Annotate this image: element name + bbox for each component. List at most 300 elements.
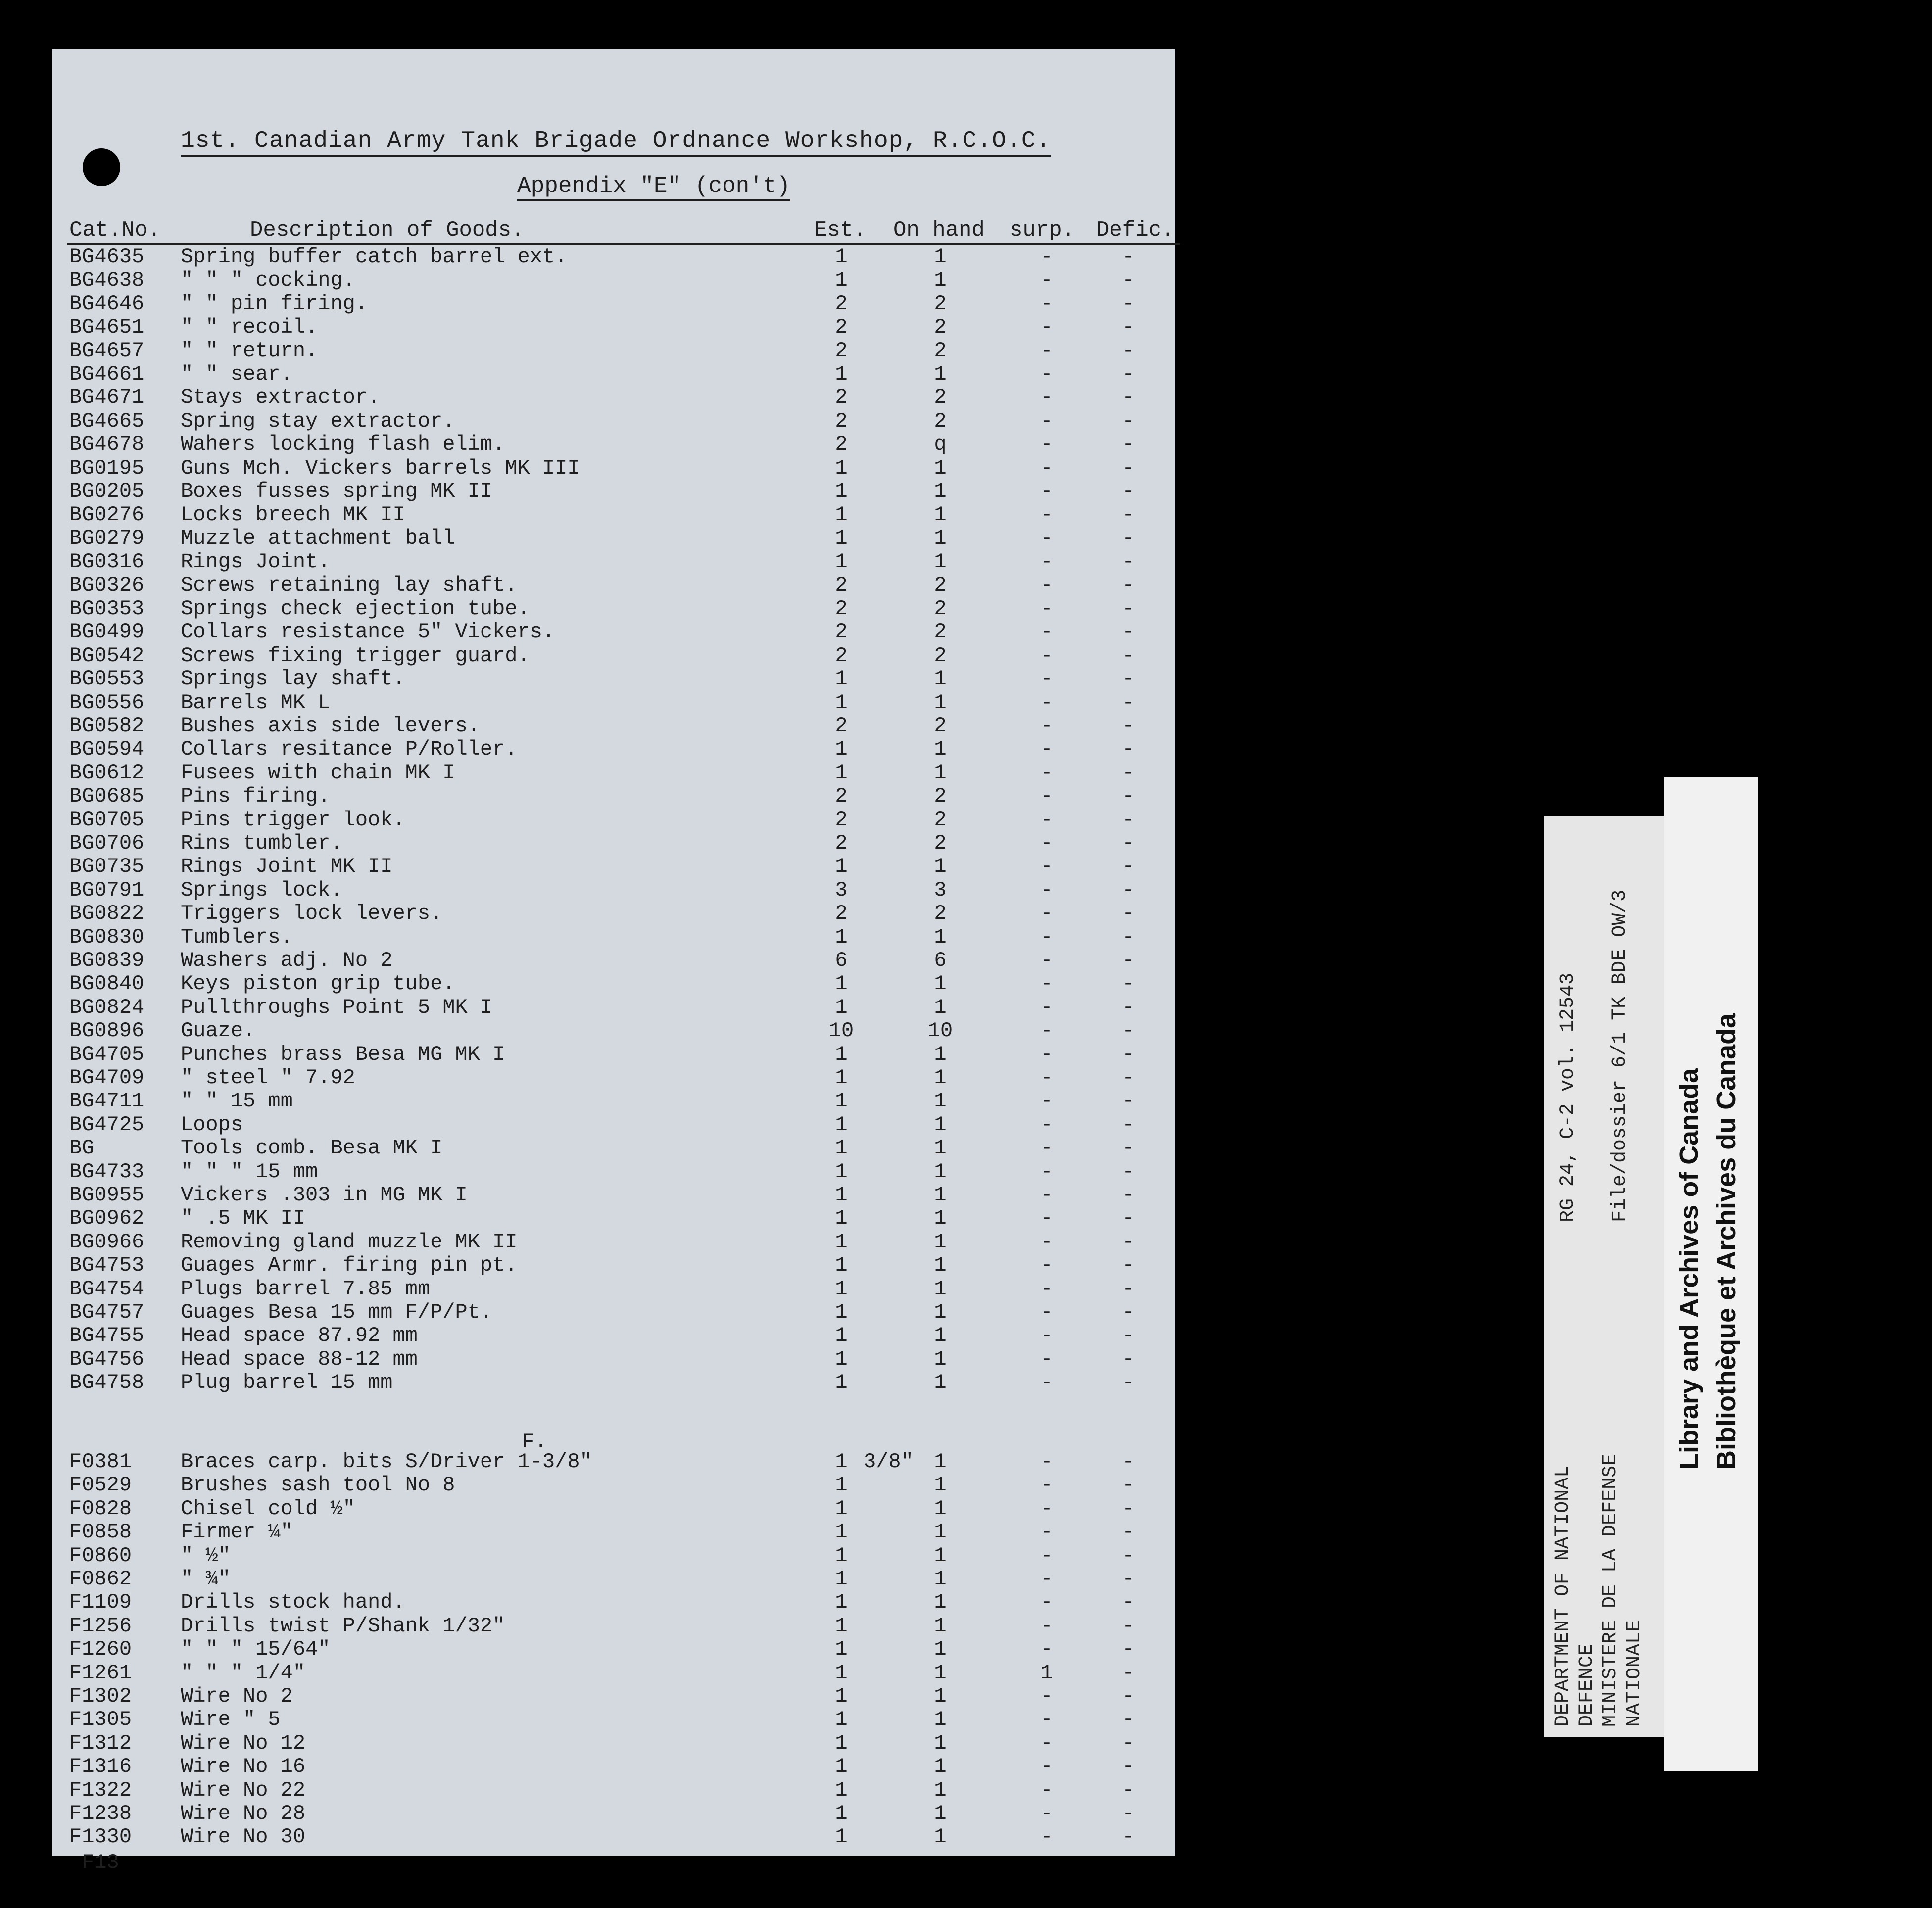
table-row xyxy=(52,1300,1175,1324)
est-cell: 2 xyxy=(835,597,848,620)
defic-cell: - xyxy=(1122,1778,1135,1802)
lac-french: Bibliothèque et Archives du Canada xyxy=(1711,1013,1741,1470)
on-hand-cell: 1 xyxy=(934,1042,947,1066)
est-cell: 1 xyxy=(835,479,848,503)
defic-cell: - xyxy=(1122,245,1135,269)
description-cell: Spring stay extractor. xyxy=(181,409,455,433)
surp-cell: - xyxy=(1040,1136,1053,1160)
defic-cell: - xyxy=(1122,761,1135,785)
table-row xyxy=(52,1450,1175,1474)
description-cell: Plugs barrel 7.85 mm xyxy=(181,1277,431,1301)
on-hand-cell: 1 xyxy=(934,456,947,480)
cat-no-cell: BG4635 xyxy=(69,245,145,269)
defic-cell: - xyxy=(1122,1825,1135,1849)
cat-no-cell: BG4733 xyxy=(69,1159,145,1184)
cat-no-cell: BG0896 xyxy=(69,1019,145,1043)
surp-cell: - xyxy=(1040,1324,1053,1348)
surp-cell: - xyxy=(1040,1543,1053,1568)
surp-cell: - xyxy=(1040,1112,1053,1137)
table-row xyxy=(52,714,1175,738)
surp-cell: - xyxy=(1040,667,1053,691)
defic-cell: - xyxy=(1122,1277,1135,1301)
on-hand-cell: 2 xyxy=(934,409,947,433)
on-hand-cell: 1 xyxy=(934,1661,947,1685)
table-row xyxy=(52,855,1175,878)
table-row xyxy=(52,1731,1175,1755)
table-row xyxy=(52,667,1175,691)
surp-cell: - xyxy=(1040,1825,1053,1849)
cat-no-cell: BG0839 xyxy=(69,949,145,972)
on-hand-cell: 1 xyxy=(934,245,947,269)
est-cell: 1 xyxy=(835,1755,848,1779)
cat-no-cell: BG0556 xyxy=(69,690,145,715)
est-cell: 1 xyxy=(835,1112,848,1137)
est-cell: 1 xyxy=(835,1089,848,1113)
cat-no-cell: BG4661 xyxy=(69,362,145,386)
defic-cell: - xyxy=(1122,526,1135,550)
description-cell: Muzzle attachment ball xyxy=(181,526,455,550)
description-cell: Braces carp. bits S/Driver 1-3/8" xyxy=(181,1450,592,1474)
est-cell: 2 xyxy=(835,338,848,363)
defic-cell: - xyxy=(1122,1371,1135,1395)
card-dept-line: NATIONALE xyxy=(1623,1620,1645,1727)
surp-cell: - xyxy=(1040,1637,1053,1662)
cat-no-cell: F0860 xyxy=(69,1543,132,1568)
est-cell: 2 xyxy=(835,409,848,433)
description-cell: Pullthroughs Point 5 MK I xyxy=(181,995,493,1019)
surp-cell: - xyxy=(1040,503,1053,527)
cat-no-cell: BG0316 xyxy=(69,550,145,574)
cat-no-cell: BG0499 xyxy=(69,620,145,644)
on-hand-cell: 1 xyxy=(934,503,947,527)
surp-cell: - xyxy=(1040,1590,1053,1615)
surp-cell: - xyxy=(1040,1802,1053,1825)
table-row xyxy=(52,597,1175,620)
est-cell: 2 xyxy=(835,714,848,738)
surp-cell: - xyxy=(1040,1042,1053,1066)
surp-cell: - xyxy=(1040,315,1053,339)
defic-cell: - xyxy=(1122,1731,1135,1755)
cat-no-cell: BG0962 xyxy=(69,1206,145,1231)
description-cell: " " " 1/4" xyxy=(181,1661,306,1685)
punch-hole xyxy=(83,148,120,186)
surp-cell: - xyxy=(1040,1230,1053,1254)
table-row xyxy=(52,245,1175,269)
table-row xyxy=(52,831,1175,855)
table-row xyxy=(52,808,1175,832)
defic-cell: - xyxy=(1122,855,1135,879)
cat-no-cell: BG0966 xyxy=(69,1230,145,1254)
cat-no-cell: BG0205 xyxy=(69,479,145,503)
defic-cell: - xyxy=(1122,1473,1135,1497)
defic-cell: - xyxy=(1122,291,1135,316)
description-cell: Springs lay shaft. xyxy=(181,667,405,691)
description-cell: Triggers lock levers. xyxy=(181,902,443,926)
header-cat-no: Cat.No. xyxy=(69,218,161,242)
table-row xyxy=(52,691,1175,715)
defic-cell: - xyxy=(1122,1637,1135,1662)
header-on-hand: On hand xyxy=(893,218,985,242)
description-cell: " steel " 7.92 xyxy=(181,1066,355,1090)
description-cell: Plug barrel 15 mm xyxy=(181,1371,393,1395)
cat-no-cell: F1305 xyxy=(69,1708,132,1732)
table-row xyxy=(52,1230,1175,1254)
table-row xyxy=(52,268,1175,292)
defic-cell: - xyxy=(1122,643,1135,668)
est-cell: 1 xyxy=(835,456,848,480)
est-cell: 2 xyxy=(835,573,848,597)
defic-cell: - xyxy=(1122,268,1135,292)
table-row xyxy=(52,550,1175,573)
defic-cell: - xyxy=(1122,1112,1135,1137)
defic-cell: - xyxy=(1122,1066,1135,1090)
description-cell: Collars resistance 5" Vickers. xyxy=(181,620,555,644)
surp-cell: - xyxy=(1040,1066,1053,1090)
defic-cell: - xyxy=(1122,456,1135,480)
cat-no-cell: F0529 xyxy=(69,1473,132,1497)
description-cell: Screws fixing trigger guard. xyxy=(181,643,530,668)
surp-cell: - xyxy=(1040,1019,1053,1043)
cat-no-cell: BG4665 xyxy=(69,409,145,433)
est-cell: 1 xyxy=(835,550,848,574)
defic-cell: - xyxy=(1122,479,1135,503)
table-row xyxy=(52,737,1175,761)
card-department-text xyxy=(1551,1454,1646,1727)
cat-no-cell: BG0705 xyxy=(69,808,145,832)
defic-cell: - xyxy=(1122,1183,1135,1207)
card-dept-line: DEPARTMENT OF NATIONAL xyxy=(1552,1465,1574,1727)
table-row xyxy=(52,949,1175,972)
on-hand-cell: 1 xyxy=(934,1277,947,1301)
table-row xyxy=(52,1825,1175,1849)
table-row xyxy=(52,1544,1175,1568)
description-cell: Springs lock. xyxy=(181,878,343,902)
est-cell: 1 xyxy=(835,1253,848,1278)
cat-no-cell: BG4709 xyxy=(69,1066,145,1090)
surp-cell: - xyxy=(1040,784,1053,809)
table-row xyxy=(52,409,1175,433)
table-row xyxy=(52,1661,1175,1685)
description-cell: Firmer ¼" xyxy=(181,1520,293,1544)
est-cell: 1 xyxy=(835,1825,848,1849)
description-cell: Pins trigger look. xyxy=(181,808,405,832)
surp-cell: - xyxy=(1040,1684,1053,1708)
est-cell: 1 xyxy=(835,925,848,949)
on-hand-cell: 1 xyxy=(934,1567,947,1591)
defic-cell: - xyxy=(1122,995,1135,1019)
on-hand-cell: 2 xyxy=(934,385,947,410)
est-cell: 1 xyxy=(835,1590,848,1615)
cat-no-cell: BG0955 xyxy=(69,1183,145,1207)
table-row xyxy=(52,1755,1175,1778)
on-hand-cell: 1 xyxy=(934,1159,947,1184)
defic-cell: - xyxy=(1122,385,1135,410)
table-row xyxy=(52,292,1175,316)
on-hand-cell: q xyxy=(934,432,947,457)
est-cell: 1 xyxy=(835,1637,848,1662)
cat-no-cell: BG4671 xyxy=(69,385,145,410)
on-hand-cell: 1 xyxy=(934,667,947,691)
cat-no-cell: BG4754 xyxy=(69,1277,145,1301)
est-cell: 1 xyxy=(835,1324,848,1348)
surp-cell: - xyxy=(1040,1206,1053,1231)
on-hand-cell: 2 xyxy=(934,597,947,620)
description-cell: Guages Armr. firing pin pt. xyxy=(181,1253,518,1278)
est-cell: 2 xyxy=(835,291,848,316)
cat-no-cell: F0862 xyxy=(69,1567,132,1591)
cat-no-cell: F0381 xyxy=(69,1450,132,1474)
cat-no-cell: BG0279 xyxy=(69,526,145,550)
table-row xyxy=(52,972,1175,996)
est-cell: 1 xyxy=(835,1159,848,1184)
est-cell: 1 xyxy=(835,1450,848,1474)
est-cell: 2 xyxy=(835,315,848,339)
surp-cell: - xyxy=(1040,831,1053,855)
est-cell: 1 xyxy=(835,268,848,292)
defic-cell: - xyxy=(1122,1042,1135,1066)
description-cell: Chisel cold ½" xyxy=(181,1496,355,1521)
lac-stamp-card xyxy=(1664,777,1758,1771)
description-cell: " " " 15/64" xyxy=(181,1637,331,1662)
est-cell: 1 xyxy=(835,1473,848,1497)
header-surp: surp. xyxy=(1010,218,1075,242)
surp-cell: - xyxy=(1040,855,1053,879)
on-hand-cell: 1 xyxy=(934,1183,947,1207)
table-row xyxy=(52,1684,1175,1708)
description-cell: Springs check ejection tube. xyxy=(181,597,530,620)
table-row xyxy=(52,315,1175,339)
on-hand-cell: 1 xyxy=(934,1637,947,1662)
surp-cell: - xyxy=(1040,1567,1053,1591)
surp-cell: - xyxy=(1040,620,1053,644)
defic-cell: - xyxy=(1122,1089,1135,1113)
document-sheet xyxy=(52,49,1175,1874)
description-cell: " " " 15 mm xyxy=(181,1159,318,1184)
description-cell: Wire " 5 xyxy=(181,1708,281,1732)
description-cell: " .5 MK II xyxy=(181,1206,306,1231)
section-f-label: F. xyxy=(522,1430,547,1454)
defic-cell: - xyxy=(1122,1253,1135,1278)
on-hand-cell: 1 xyxy=(934,362,947,386)
est-cell: 1 xyxy=(835,1802,848,1825)
est-cell: 1 xyxy=(835,855,848,879)
est-cell: 2 xyxy=(835,784,848,809)
est-cell: 1 xyxy=(835,1300,848,1324)
description-cell: Guns Mch. Vickers barrels MK III xyxy=(181,456,580,480)
cat-no-cell: BG0353 xyxy=(69,597,145,620)
defic-cell: - xyxy=(1122,1136,1135,1160)
est-cell: 1 xyxy=(835,1684,848,1708)
surp-cell: - xyxy=(1040,643,1053,668)
est-cell: 1 xyxy=(835,761,848,785)
on-hand-cell: 2 xyxy=(934,643,947,668)
card-dept-line: DEFENCE xyxy=(1576,1643,1598,1727)
table-row xyxy=(52,1160,1175,1184)
cat-no-cell: BG4757 xyxy=(69,1300,145,1324)
on-hand-cell: 2 xyxy=(934,573,947,597)
cat-no-cell: BG0195 xyxy=(69,456,145,480)
cat-no-cell: F1238 xyxy=(69,1802,132,1825)
surp-cell: - xyxy=(1040,1778,1053,1802)
surp-cell: - xyxy=(1040,1347,1053,1371)
description-cell: Wire No 22 xyxy=(181,1778,306,1802)
cat-no-cell: F1109 xyxy=(69,1590,132,1615)
description-cell: Boxes fusses spring MK II xyxy=(181,479,493,503)
est-cell: 10 xyxy=(828,1019,854,1043)
defic-cell: - xyxy=(1122,1324,1135,1348)
card-dept-line: MINISTERE DE LA DEFENSE xyxy=(1599,1453,1622,1727)
table-row xyxy=(52,1206,1175,1230)
header-defic: Defic. xyxy=(1096,218,1175,242)
table-row xyxy=(52,456,1175,480)
defic-cell: - xyxy=(1122,1684,1135,1708)
cat-no-cell: BG4638 xyxy=(69,268,145,292)
est-cell: 1 xyxy=(835,1230,848,1254)
surp-cell: - xyxy=(1040,1300,1053,1324)
table-row xyxy=(52,1136,1175,1160)
on-hand-cell: 1 xyxy=(934,1520,947,1544)
defic-cell: - xyxy=(1122,1206,1135,1231)
description-cell: Rins tumbler. xyxy=(181,831,343,855)
est-cell: 1 xyxy=(835,690,848,715)
description-cell: Head space 87.92 mm xyxy=(181,1324,418,1348)
defic-cell: - xyxy=(1122,1802,1135,1825)
footer-fragment: F13 xyxy=(82,1851,119,1874)
cat-no-cell: BG0276 xyxy=(69,503,145,527)
table-row xyxy=(52,526,1175,550)
table-row xyxy=(52,479,1175,503)
description-cell: Locks breech MK II xyxy=(181,503,405,527)
document-title: 1st. Canadian Army Tank Brigade Ordnance Workshop, R.C.O.C. xyxy=(181,128,1051,157)
description-cell: Vickers .303 in MG MK I xyxy=(181,1183,468,1207)
table-row xyxy=(52,1473,1175,1497)
on-hand-cell: 1 xyxy=(934,1253,947,1278)
on-hand-cell: 1 xyxy=(934,925,947,949)
est-cell: 6 xyxy=(835,949,848,972)
cat-no-cell: F1261 xyxy=(69,1661,132,1685)
defic-cell: - xyxy=(1122,550,1135,574)
on-hand-cell: 1 xyxy=(934,1778,947,1802)
on-hand-cell: 1 xyxy=(934,550,947,574)
surp-cell: - xyxy=(1040,1253,1053,1278)
description-cell: Wire No 2 xyxy=(181,1684,293,1708)
surp-cell: - xyxy=(1040,362,1053,386)
on-hand-cell: 1 xyxy=(934,1136,947,1160)
on-hand-cell: 1 xyxy=(934,1496,947,1521)
description-cell: Wire No 30 xyxy=(181,1825,306,1849)
on-hand-cell: 1 xyxy=(934,1543,947,1568)
on-hand-cell: 2 xyxy=(934,902,947,926)
est-cell: 2 xyxy=(835,643,848,668)
description-cell: " " recoil. xyxy=(181,315,318,339)
defic-cell: - xyxy=(1122,831,1135,855)
description-cell: Keys piston grip tube. xyxy=(181,972,455,996)
est-cell: 2 xyxy=(835,831,848,855)
on-hand-cell: 1 xyxy=(934,761,947,785)
cat-no-cell: F1256 xyxy=(69,1614,132,1638)
surp-cell: - xyxy=(1040,808,1053,832)
est-cell: 1 xyxy=(835,1042,848,1066)
surp-cell: - xyxy=(1040,1520,1053,1544)
defic-cell: - xyxy=(1122,573,1135,597)
defic-cell: - xyxy=(1122,1019,1135,1043)
description-cell: " " return. xyxy=(181,338,318,363)
on-hand-cell: 1 xyxy=(934,1347,947,1371)
cat-no-cell: BG0582 xyxy=(69,714,145,738)
cat-no-cell: F1316 xyxy=(69,1755,132,1779)
surp-cell: - xyxy=(1040,949,1053,972)
on-hand-cell: 1 xyxy=(934,690,947,715)
defic-cell: - xyxy=(1122,808,1135,832)
document-subtitle: Appendix "E" (con't) xyxy=(517,173,790,201)
surp-cell: - xyxy=(1040,456,1053,480)
defic-cell: - xyxy=(1122,878,1135,902)
description-cell: Tools comb. Besa MK I xyxy=(181,1136,443,1160)
defic-cell: - xyxy=(1122,432,1135,457)
description-cell: " ½" xyxy=(181,1543,231,1568)
table-row xyxy=(52,644,1175,668)
on-hand-cell: 1 xyxy=(934,855,947,879)
cat-no-cell: BG4725 xyxy=(69,1112,145,1137)
cat-no-cell: BG4755 xyxy=(69,1324,145,1348)
on-hand-cell: 1 xyxy=(934,1731,947,1755)
archive-reference-card xyxy=(1544,816,1670,1737)
est-cell: 1 xyxy=(835,1661,848,1685)
defic-cell: - xyxy=(1122,597,1135,620)
on-hand-cell: 1 xyxy=(934,995,947,1019)
on-hand-cell: 1 xyxy=(934,479,947,503)
cat-no-cell: BG0612 xyxy=(69,761,145,785)
on-hand-cell: 1 xyxy=(934,1324,947,1348)
cat-no-cell: BG0735 xyxy=(69,855,145,879)
table-row xyxy=(52,1567,1175,1591)
table-row xyxy=(52,432,1175,456)
surp-cell: 1 xyxy=(1040,1661,1053,1685)
description-cell: Punches brass Besa MG MK I xyxy=(181,1042,505,1066)
surp-cell: - xyxy=(1040,291,1053,316)
cat-no-cell: BG0791 xyxy=(69,878,145,902)
table-row xyxy=(52,1778,1175,1802)
cat-no-cell: BG xyxy=(69,1136,95,1160)
on-hand-cell: 1 xyxy=(934,526,947,550)
lac-english: Library and Archives of Canada xyxy=(1674,1068,1704,1470)
surp-cell: - xyxy=(1040,1371,1053,1395)
table-row xyxy=(52,784,1175,808)
table-row xyxy=(52,339,1175,363)
defic-cell: - xyxy=(1122,338,1135,363)
surp-cell: - xyxy=(1040,995,1053,1019)
description-cell: " " sear. xyxy=(181,362,293,386)
table-row xyxy=(52,385,1175,409)
table-row xyxy=(52,1520,1175,1544)
est-cell: 1 xyxy=(835,1614,848,1638)
est-cell: 2 xyxy=(835,620,848,644)
est-cell: 1 xyxy=(835,1371,848,1395)
cat-no-cell: BG4651 xyxy=(69,315,145,339)
description-cell: Wire No 28 xyxy=(181,1802,306,1825)
table-row xyxy=(52,1324,1175,1347)
table-row xyxy=(52,503,1175,526)
on-hand-cell: 2 xyxy=(934,291,947,316)
defic-cell: - xyxy=(1122,1755,1135,1779)
description-cell: Removing gland muzzle MK II xyxy=(181,1230,518,1254)
surp-cell: - xyxy=(1040,1183,1053,1207)
defic-cell: - xyxy=(1122,925,1135,949)
table-row xyxy=(52,1708,1175,1731)
description-cell: Wire No 16 xyxy=(181,1755,306,1779)
defic-cell: - xyxy=(1122,409,1135,433)
surp-cell: - xyxy=(1040,432,1053,457)
